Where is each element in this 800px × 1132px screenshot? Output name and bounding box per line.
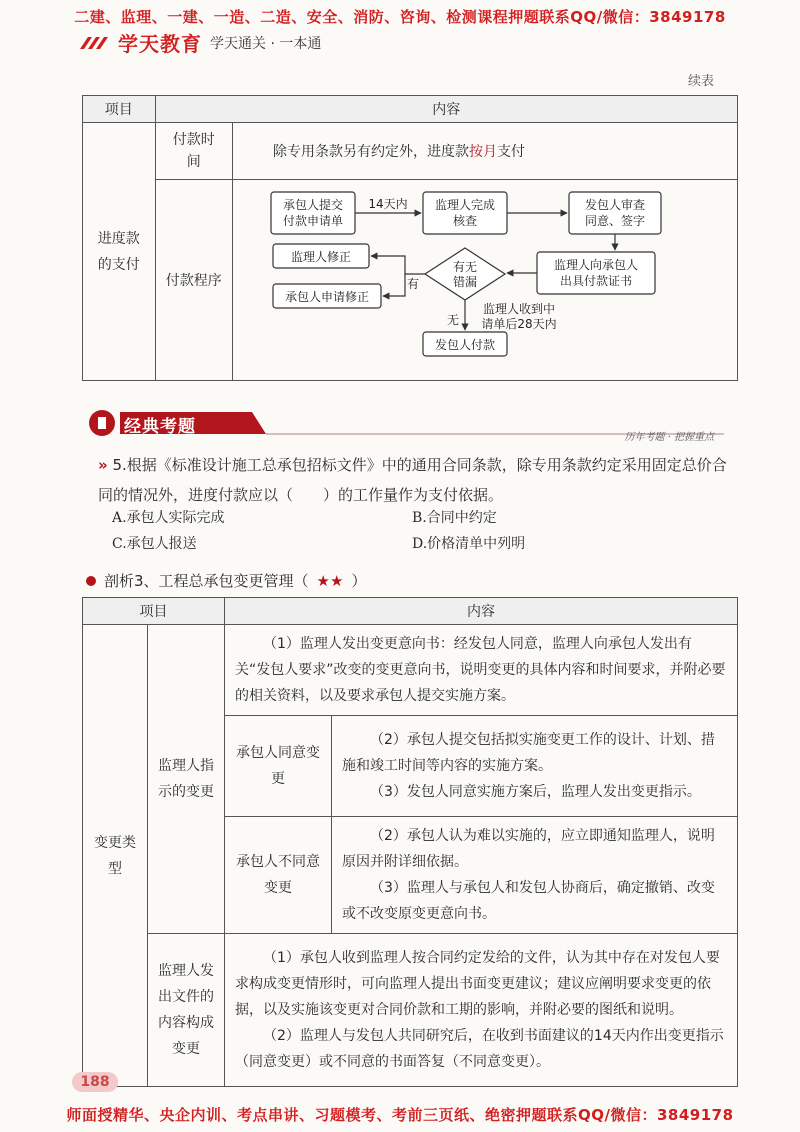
flow-text-review-1: 发包人审查: [584, 198, 646, 212]
analysis-heading: [86, 570, 366, 591]
change-management-table: [82, 597, 738, 1087]
option-a: A.承包人实际完成: [112, 510, 225, 526]
col-content-header: 内容: [155, 96, 737, 123]
document-p1: （1）承包人收到监理人按合同约定发给的文件，认为其中存在对发包人要求构成变更情形时，可向监理人提出书面变更建议；建议应阐明要求变更的依据，以及实施该变更对合同价款和工期的影响，并附必要的图纸和说明。: [235, 950, 720, 1018]
flowchart-cell: [233, 180, 738, 381]
contractor-agree-label: 承包人同意变更: [225, 716, 332, 817]
pay-time-label: 付款时间: [155, 123, 232, 180]
logo-name: 学天教育: [118, 32, 202, 56]
disagree-p2: （2）承包人认为难以实施的，应立即通知监理人，说明原因并附详细依据。: [342, 828, 715, 870]
col-content-header-2: 内容: [225, 598, 738, 625]
flow-text-verify-1: 监理人完成: [434, 198, 496, 212]
agree-p2: （2）承包人提交包括拟实施变更工作的设计、计划、措施和竣工时间等内容的实施方案。: [342, 732, 715, 774]
logo-icon: [78, 33, 110, 53]
bottom-banner: 师面授精华、央企内训、考点串讲、习题模考、考前三页纸、绝密押题联系QQ/微信：3849178: [66, 1106, 734, 1124]
option-d: D.价格清单中列明: [412, 536, 526, 552]
col-item-header: 项目: [83, 96, 156, 123]
flow-arrow-6: [383, 274, 405, 296]
option-c: C.承包人报送: [112, 536, 197, 552]
disagree-p3: （3）监理人与承包人和发包人协商后，确定撤销、改变或不改变原变更意向书。: [342, 880, 715, 922]
flow-text-contractor-correct: 承包人申请修正: [284, 290, 370, 304]
contractor-disagree-label: 承包人不同意变更: [225, 817, 332, 934]
top-banner: 二建、监理、一建、一造、二造、安全、消防、咨询、检测课程押题联系QQ/微信：3849178: [74, 8, 726, 26]
analysis-title: 剖析3、工程总承包变更管理（: [104, 572, 309, 590]
flow-text-submit-1: 承包人提交: [282, 198, 344, 212]
section-title: 经典考题: [124, 417, 196, 437]
page-number: 188: [72, 1072, 118, 1092]
star-rating: ★★: [316, 571, 344, 590]
pay-proc-label: 付款程序: [155, 180, 232, 381]
agree-p3: （3）发包人同意实施方案后，监理人发出变更指示。: [370, 784, 701, 800]
analysis-close: ）: [351, 572, 367, 590]
flow-decision: [425, 248, 505, 300]
flow-text-review-2: 同意、签字: [584, 214, 646, 228]
flow-text-no: 无: [446, 313, 460, 327]
section-subtitle: 历年考题 · 把握重点: [624, 432, 714, 443]
flow-text-engineer-correct: 监理人修正: [290, 250, 352, 264]
contractor-disagree-content: [332, 817, 738, 934]
payment-flowchart: [233, 182, 737, 378]
logo-subtitle: 学天通关 · 一本通: [210, 35, 322, 52]
document-p2: （2）监理人与发包人共同研究后，在收到书面建议的14天内作出变更指示（同意变更）或不同意的书面答复（不同意变更）。: [235, 1028, 724, 1070]
flow-text-28days-2: 请单后28天内: [481, 317, 557, 331]
question-5: [98, 450, 738, 510]
engineer-instruction-p1: （1）监理人发出变更意向书：经发包人同意，监理人向承包人发出有关“发包人要求”改变的变更意向书，说明变更的具体内容和时间要求，并附必要的相关资料，以及要求承包人提交实施方案。: [225, 625, 738, 716]
continued-label: 续表: [687, 74, 714, 89]
flow-text-yes: 有: [406, 277, 420, 291]
flow-text-decision-2: 错漏: [452, 275, 478, 289]
engineer-document-label: 监理人发出文件的内容构成变更: [148, 934, 225, 1087]
question-text: 5.根据《标准设计施工总承包招标文件》中的通用合同条款，除专用条款约定采用固定总价合同的情况外，进度付款应以（ ）的工作量作为支付依据。: [98, 456, 727, 504]
pay-time-text: [233, 123, 738, 180]
flow-text-cert-2: 出具付款证书: [559, 274, 633, 288]
bullet-dot-icon: [86, 576, 96, 586]
question-marker: »: [98, 456, 108, 474]
logo: [78, 28, 321, 57]
pay-time-text-red: 按月: [469, 144, 497, 160]
engineer-instruction-label: 监理人指示的变更: [148, 625, 225, 934]
flow-arrow-5: [371, 256, 425, 274]
option-b: B.合同中约定: [412, 510, 497, 526]
contractor-agree-content: [332, 716, 738, 817]
flow-text-28days-1: 监理人收到中: [482, 302, 556, 316]
payment-table: [82, 95, 738, 381]
change-type-label: 变更类型: [83, 625, 148, 1087]
flow-text-verify-2: 核查: [452, 214, 478, 228]
flow-text-decision-1: 有无: [452, 260, 478, 274]
flow-text-cert-1: 监理人向承包人: [553, 258, 639, 272]
flow-text-submit-2: 付款申请单: [282, 214, 344, 228]
col-item-header-2: 项目: [83, 598, 225, 625]
pay-time-text-pre: 除专用条款另有约定外，进度款: [273, 144, 469, 160]
engineer-document-content: [225, 934, 738, 1087]
pay-time-text-post: 支付: [497, 144, 525, 160]
flow-text-14days: 14天内: [368, 197, 408, 211]
flow-text-employer-pay: 发包人付款: [434, 338, 496, 352]
row-label-progress-payment: 进度款的支付: [83, 123, 156, 381]
